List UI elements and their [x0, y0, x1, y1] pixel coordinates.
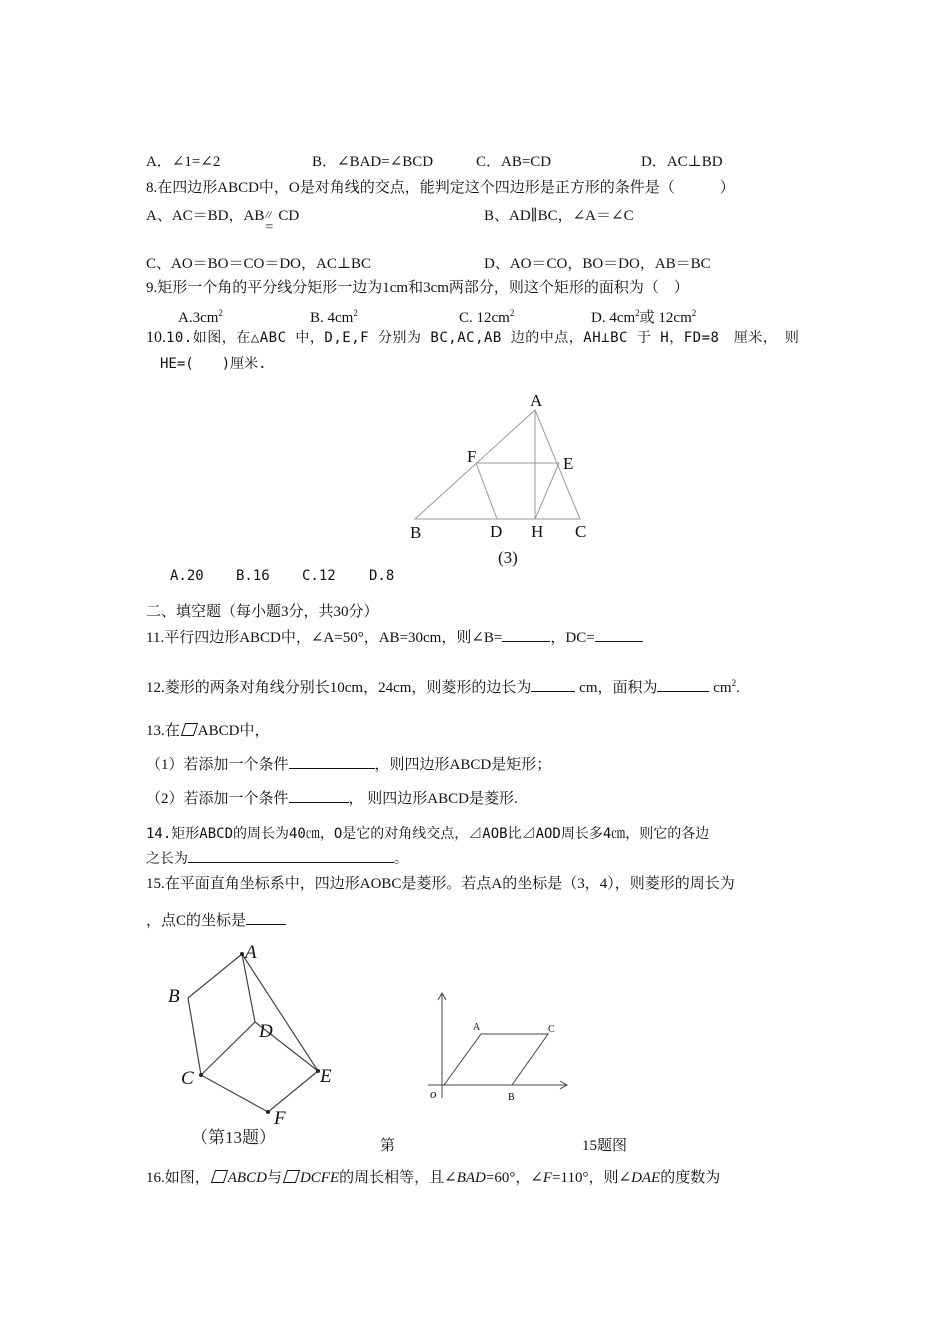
fig15-label-a: A — [473, 1022, 481, 1033]
label-c: C — [575, 522, 587, 541]
q16: 16.如图， ABCD与 DCFE的周长相等，且∠BAD=60°，∠F=110°，则∠DAE的度数为 — [146, 1170, 721, 1186]
q12-blank-area — [657, 677, 709, 692]
label-e: E — [563, 454, 574, 473]
q7-option-c: C．AB=CD — [476, 154, 552, 170]
q11: 11.平行四边形ABCD中，∠A=50°，AB=30cm，则∠B= ，DC= — [146, 627, 643, 648]
label-h: H — [531, 522, 544, 541]
fig15-label-c: C — [548, 1024, 555, 1035]
q9-option-c: C. $12cm^2$ — [459, 308, 515, 326]
parallelogram-symbol-2 — [283, 1170, 300, 1183]
triangle-figure — [405, 388, 605, 568]
fig13-label-d: D — [259, 1021, 273, 1042]
q8-option-a — [146, 206, 300, 235]
q12: 12.菱形的两条对角线分别长10cm，24cm，则菱形的边长为 cm，面积为 $cm^2$. — [146, 678, 740, 696]
fig13-label-e: E — [320, 1066, 332, 1087]
q10-option-a: A.20 — [170, 568, 204, 584]
q7-option-b: B．∠BAD=∠BCD — [312, 154, 434, 170]
q13-blank-2 — [289, 788, 349, 803]
parallelogram-symbol-1 — [211, 1170, 228, 1183]
q8-option-c: C、AO＝BO＝CO＝DO，AC⊥BC — [146, 256, 371, 272]
q13-blank-1 — [289, 754, 375, 769]
q10-line1: 10.10.如图，在△ABC 中，D,E,F 分别为 BC,AC,AB 边的中点，AH⊥BC 于 H，FD=8 厘米， 则 — [146, 329, 800, 346]
fig13-label-c: C — [181, 1068, 194, 1089]
q8-option-b: B、AD∥BC，∠A＝∠C — [484, 208, 634, 224]
figure-13 — [165, 940, 355, 1147]
q10-line1-text: 10.如图，在△ABC 中，D,E,F 分别为 BC,AC,AB 边的中点，AH⊥BC 于 H，FD=8 厘米， 则 — [166, 330, 800, 346]
q9-option-d: D. $4cm^2$或 $12cm^2$ — [591, 308, 697, 326]
q9-option-a: $A.3cm^2$ — [178, 308, 223, 326]
q14-line1: 14.矩形ABCD的周长为40㎝，O是它的对角线交点，⊿AOB比⊿AOD周长多4㎝，则它的各边 — [146, 826, 710, 842]
q7-option-a: A．∠1=∠2 — [146, 154, 221, 170]
q11-blank-dc — [595, 627, 643, 642]
q14-blank — [188, 848, 394, 863]
q8-option-a-pre: A、AC＝BD，AB — [146, 208, 265, 224]
section-heading: 二、填空题（每小题3分，共30分） — [146, 604, 379, 620]
q8-stem: 8.在四边形ABCD中，O是对角线的交点，能判定这个四边形是正方形的条件是（ ） — [146, 180, 735, 196]
q8-option-a-post: CD — [278, 208, 300, 224]
q12-blank-side — [531, 677, 575, 692]
q9-option-b: B. $4cm^2$ — [310, 308, 358, 326]
q8-option-d: D、AO＝CO，BO＝DO，AB＝BC — [484, 256, 711, 272]
fig15-label-b: B — [508, 1092, 515, 1103]
q14-line2: 之长为 。 — [146, 848, 408, 869]
parallel-equal-symbol: // = — [265, 209, 274, 235]
fig13-label-a: A — [245, 942, 257, 963]
q10-option-c: C.12 — [302, 568, 336, 584]
q10-option-d: D.8 — [369, 568, 395, 584]
q7-option-d: D．AC⊥BD — [641, 154, 723, 170]
segment-fd — [476, 463, 497, 519]
fig15-label-o: o — [430, 1086, 437, 1101]
q11-blank-b — [502, 627, 550, 642]
q10-option-b: B.16 — [236, 568, 270, 584]
q10-line2: HE=( )厘米. — [160, 356, 267, 372]
fig15-caption-left: 第 — [380, 1138, 396, 1154]
fig13-caption: （第13题） — [191, 1128, 276, 1147]
fig13-label-b: B — [168, 986, 180, 1007]
label-f: F — [467, 447, 477, 466]
fig15-caption-right: 15题图 — [582, 1138, 628, 1154]
q13-stem: 13.在 ABCD中， — [146, 723, 270, 739]
triangle-abc — [415, 410, 580, 519]
label-d: D — [490, 522, 503, 541]
parallelogram-symbol — [181, 723, 198, 736]
q13-sub1: （1）若添加一个条件 ，则四边形ABCD是矩形； — [146, 754, 551, 775]
label-a: A — [530, 391, 543, 410]
q15-blank — [246, 910, 286, 925]
figure-caption: (3) — [498, 548, 518, 567]
q15-line2: ，点C的坐标是 — [146, 910, 286, 931]
q9-stem: 9.矩形一个角的平分线分矩形一边为1cm和3cm两部分，则这个矩形的面积为（ ） — [146, 280, 689, 296]
q13-sub2: （2）若添加一个条件 ， 则四边形ABCD是菱形. — [146, 788, 518, 809]
figure-15 — [420, 988, 580, 1118]
label-b: B — [410, 523, 422, 542]
segment-he — [535, 463, 559, 519]
q15-line1: 15.在平面直角坐标系中，四边形AOBC是菱形。若点A的坐标是（3，4），则菱形的周长为 — [146, 876, 735, 892]
fig13-label-f: F — [274, 1108, 286, 1129]
